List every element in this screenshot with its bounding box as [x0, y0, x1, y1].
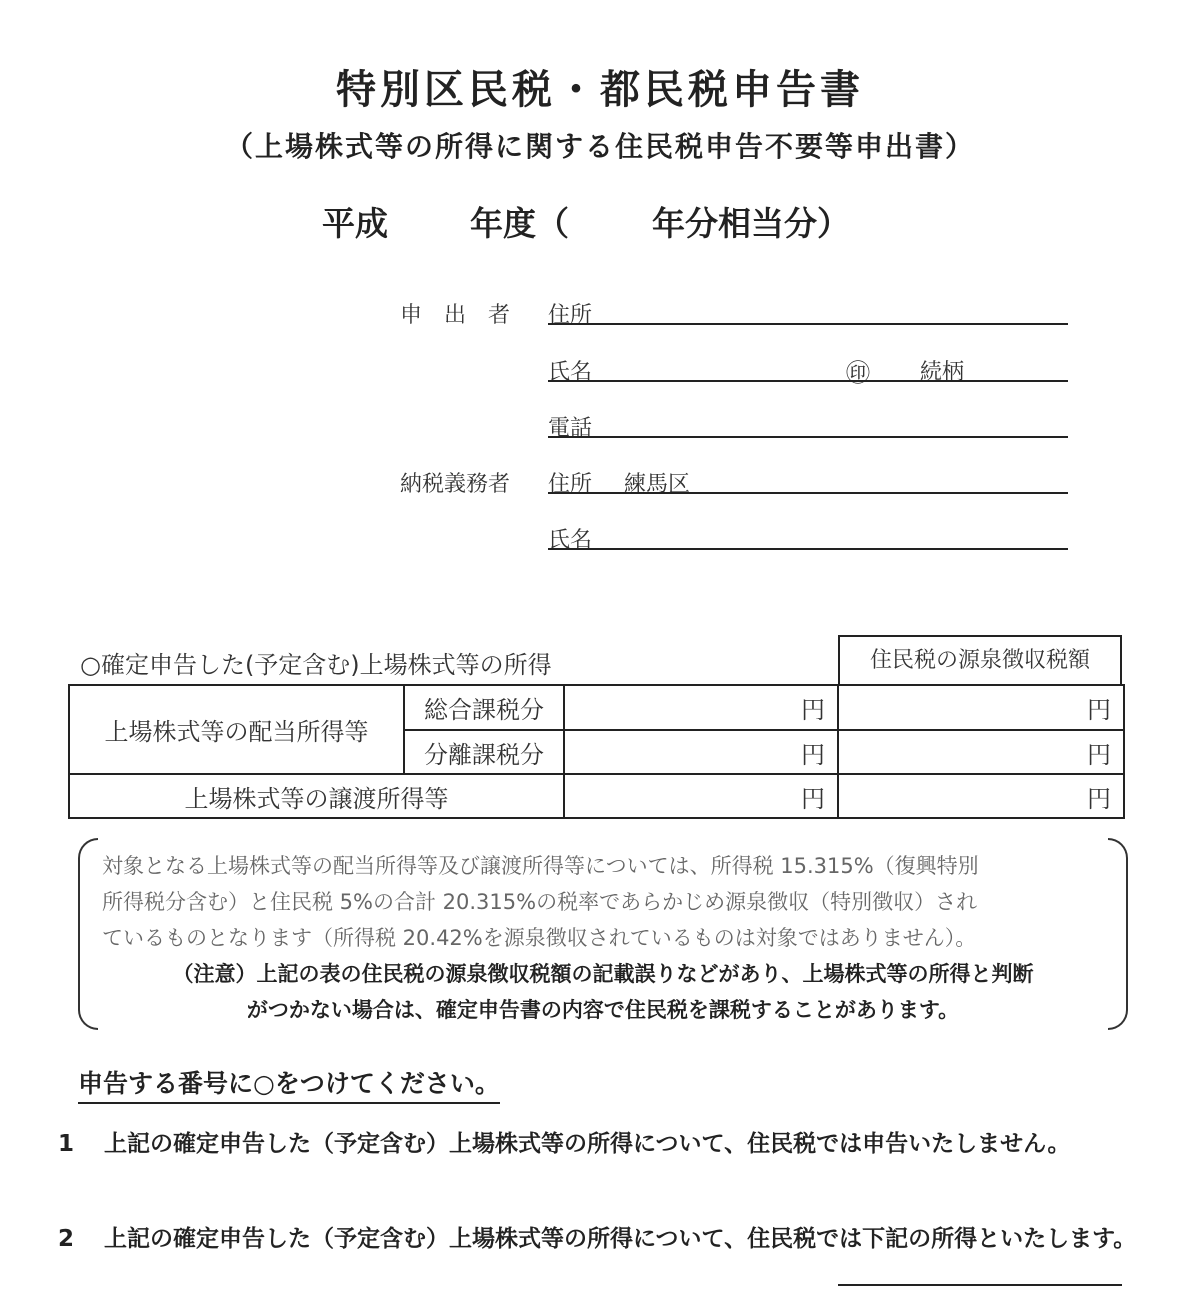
bunri-income-cell[interactable]: 円 — [564, 730, 838, 774]
applicant-name-label: 氏名 — [548, 360, 593, 385]
bunsoto-label: 年分相当分） — [652, 204, 850, 243]
transfer-withholding-cell[interactable]: 円 — [838, 774, 1124, 818]
note-box — [78, 838, 1128, 1028]
income-table — [68, 684, 1125, 819]
transfer-label: 上場株式等の譲渡所得等 — [69, 774, 564, 818]
bunri-label: 分離課税分 — [404, 730, 564, 774]
applicant-phone-field[interactable] — [548, 436, 1068, 438]
bunri-withholding-cell[interactable]: 円 — [838, 730, 1124, 774]
page-title: 特別区民税・都民税申告書 — [336, 67, 864, 113]
applicant-address-label: 住所 — [548, 303, 593, 328]
table-row — [69, 685, 1124, 730]
caution-line-2: がつかない場合は、確定申告書の内容で住民税を課税することがあります。 — [246, 998, 960, 1022]
note-line-2: 所得税分含む）と住民税 5%の合計 20.315%の税率であらかじめ源泉徴収（特別徴収）され — [102, 890, 978, 914]
table-caption: ○確定申告した(予定含む)上場株式等の所得 — [80, 651, 552, 679]
option-2-text: 上記の確定申告した（予定含む）上場株式等の所得について、住民税では下記の所得といたします。 — [104, 1226, 1137, 1252]
applicant-address-field[interactable] — [548, 323, 1068, 325]
option-1-number: 1 — [58, 1131, 75, 1157]
taxpayer-name-label: 氏名 — [548, 528, 593, 553]
note-line-1: 対象となる上場株式等の配当所得等及び譲渡所得等については、所得税 15.315%（復興特別 — [102, 854, 979, 878]
sogo-label: 総合課税分 — [404, 685, 564, 730]
right-bracket — [1108, 838, 1128, 1030]
nendo-label: 年度（ — [470, 204, 569, 243]
note-line-3: ているものとなります（所得税 20.42%を源泉徴収されているものは対象ではありません）。 — [102, 926, 977, 950]
page-subtitle: （上場株式等の所得に関する住民税申告不要等申出書） — [224, 130, 975, 163]
caution-line-1: （注意）上記の表の住民税の源泉徴収税額の記載誤りなどがあり、上場株式等の所得と判断 — [172, 962, 1034, 986]
taxpayer-address-label: 住所 — [548, 472, 593, 497]
option-1-text: 上記の確定申告した（予定含む）上場株式等の所得について、住民税では申告いたしません。 — [104, 1131, 1071, 1157]
taxpayer-name-field[interactable] — [548, 548, 1068, 550]
option-1[interactable] — [58, 1128, 1168, 1198]
next-table-top-border — [838, 1284, 1122, 1286]
sogo-withholding-cell[interactable]: 円 — [838, 685, 1124, 730]
applicant-label: 申 出 者 — [400, 303, 511, 328]
era-label: 平成 — [322, 204, 388, 243]
taxpayer-address-value: 練馬区 — [624, 472, 691, 497]
seal-mark: ㊞ — [846, 359, 870, 387]
applicant-name-field[interactable] — [548, 380, 1068, 382]
option-2-number: 2 — [58, 1226, 75, 1252]
taxpayer-label: 納税義務者 — [400, 472, 511, 497]
table-row — [69, 774, 1124, 818]
taxpayer-address-field[interactable] — [548, 492, 1068, 494]
transfer-income-cell[interactable]: 円 — [564, 774, 838, 818]
withholding-header: 住民税の源泉徴収税額 — [838, 635, 1122, 684]
relation-label: 続柄 — [920, 360, 965, 385]
dividend-label: 上場株式等の配当所得等 — [69, 685, 404, 774]
sogo-income-cell[interactable]: 円 — [564, 685, 838, 730]
left-bracket — [78, 838, 98, 1030]
instructions-heading: 申告する番号に○をつけてください。 — [78, 1064, 500, 1104]
note-text — [102, 848, 1104, 1028]
applicant-phone-label: 電話 — [548, 416, 593, 441]
option-2[interactable] — [58, 1223, 1168, 1289]
